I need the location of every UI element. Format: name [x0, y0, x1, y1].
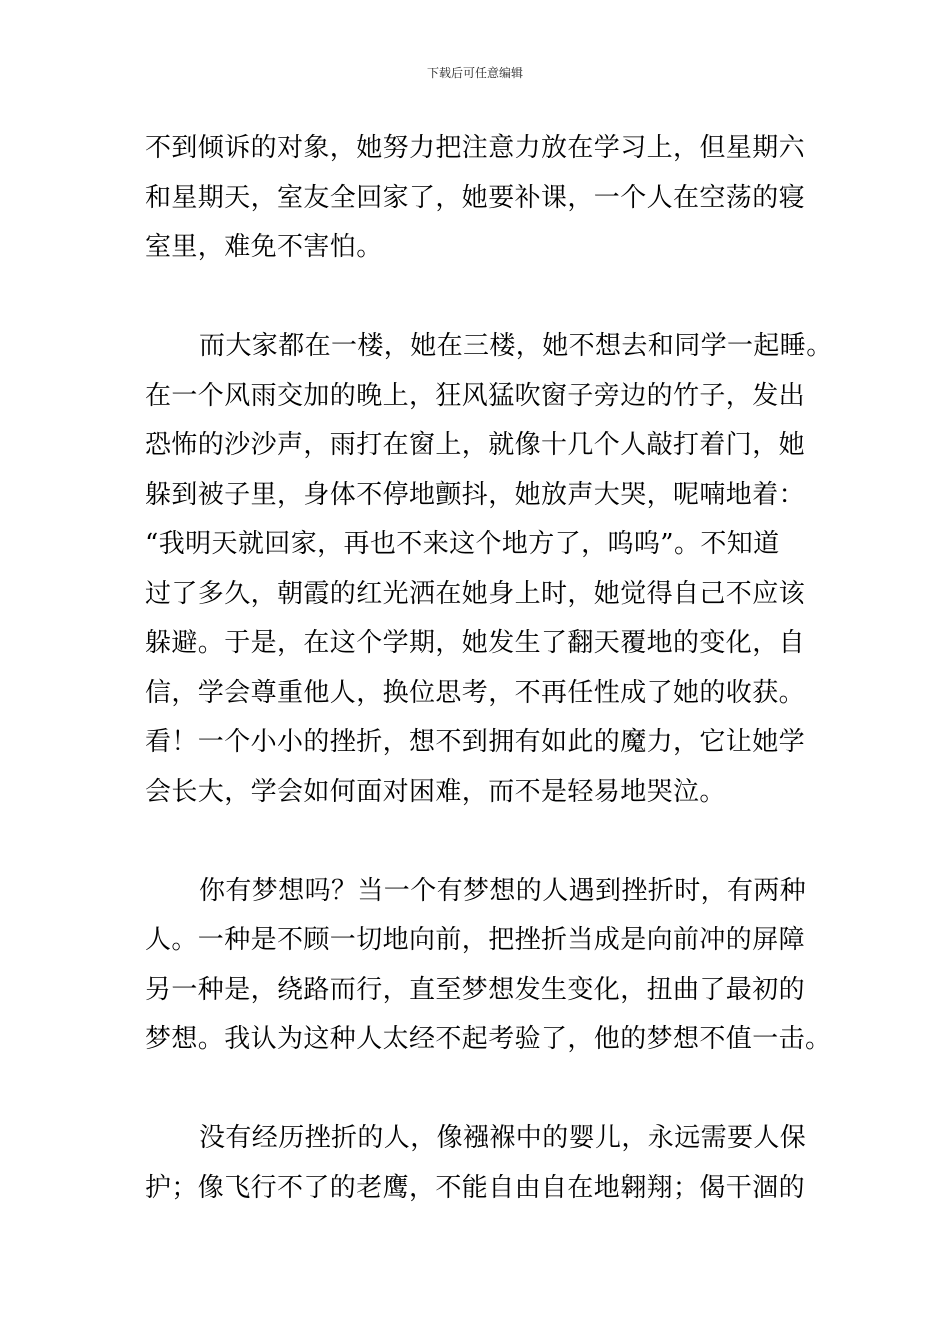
text-line: 看！一个小小的挫折，想不到拥有如此的魔力，它让她学 [145, 727, 806, 757]
text-line: 护；像飞行不了的老鹰，不能自由自在地翱翔；偈干涸的 [145, 1172, 806, 1203]
paragraph-spacer [145, 273, 835, 323]
text-line: 躲到被子里，身体不停地颤抖，她放声大哭，呢喃地着： [145, 479, 806, 510]
paragraph-spacer [145, 1065, 835, 1115]
paragraph-1 [145, 124, 835, 273]
paragraph-spacer [145, 817, 835, 867]
text-line: 室里，难免不害怕。 [145, 232, 383, 262]
text-line: 会长大，学会如何面对困难，而不是轻易地哭泣。 [145, 776, 726, 807]
text-line: “我明天就回家，再也不来这个地方了，呜呜”。不知道 [145, 529, 780, 559]
text-line: 和星期天，室友全回家了，她要补课，一个人在空荡的寝 [145, 182, 806, 213]
page-header: 下载后可任意编辑 [426, 66, 523, 80]
text-line: 信，学会尊重他人，换位思考，不再任性成了她的收获。 [145, 677, 806, 708]
text-line: 而大家都在一楼，她在三楼，她不想去和同学一起睡。 [199, 331, 833, 361]
document-body [145, 124, 835, 1213]
text-line: 你有梦想吗？当一个有梦想的人遇到挫折时，有两种 [199, 875, 807, 906]
text-line: 恐怖的沙沙声，雨打在窗上，就像十几个人敲打着门，她 [145, 430, 806, 460]
paragraph-2 [145, 322, 835, 817]
paragraph-4 [145, 1114, 835, 1213]
text-line: 不到倾诉的对象，她努力把注意力放在学习上，但星期六 [145, 133, 806, 163]
text-line: 另一种是，绕路而行，直至梦想发生变化，扭曲了最初的 [145, 974, 806, 1005]
text-line: 梦想。我认为这种人太经不起考验了，他的梦想不值一击。 [145, 1024, 832, 1054]
text-line: 过了多久，朝霞的红光洒在她身上时，她觉得自己不应该 [145, 578, 806, 609]
text-line: 人。一种是不顾一切地向前，把挫折当成是向前冲的屏障 [145, 925, 806, 955]
text-line: 躲避。于是，在这个学期，她发生了翻天覆地的变化，自 [145, 628, 806, 658]
text-line: 在一个风雨交加的晚上，狂风猛吹窗子旁边的竹子，发出 [145, 380, 806, 411]
text-line: 没有经历挫折的人，像襁褓中的婴儿，永远需要人保 [199, 1123, 807, 1153]
paragraph-3 [145, 867, 835, 1065]
